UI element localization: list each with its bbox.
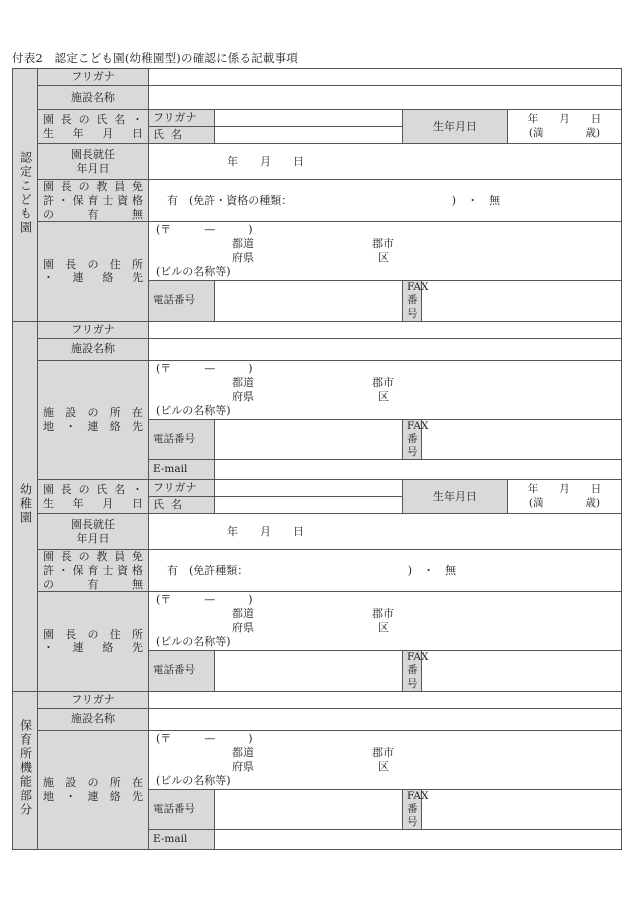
facility-tel-field-3[interactable] (215, 789, 403, 829)
director-shimei-label: 氏名 (149, 127, 215, 144)
section-youchien: 幼稚園 (13, 321, 38, 691)
facility-name-label: 施設名称 (38, 86, 149, 110)
license-value[interactable]: 有 (免許・資格の種類： ) ・ 無 (149, 180, 622, 222)
facility-email-label: E-mail (149, 460, 215, 480)
facility-address-field[interactable]: (〒 — ) 都道 郡市 府県 区 (ビルの名称等) (149, 360, 622, 419)
facility-tel-label-3: 電話番号 (149, 789, 215, 829)
facility-email-field-3[interactable] (215, 830, 622, 850)
birthdate-value-2[interactable]: 年 月 日 (満 歳) (508, 480, 622, 514)
facility-address-label-3: 施設の所在 地・連絡先 (38, 730, 149, 849)
facility-tel-label: 電話番号 (149, 419, 215, 459)
furigana-field[interactable] (149, 69, 622, 86)
director-furigana-field[interactable] (215, 110, 403, 127)
facility-name-field-3[interactable] (149, 708, 622, 730)
license-value-2[interactable]: 有 (免許種類： ) ・ 無 (149, 550, 622, 592)
facility-email-label-3: E-mail (149, 830, 215, 850)
facility-fax-field[interactable] (422, 419, 622, 459)
license-label: 園長の教員免 許・保育士資格 の 有 無 (38, 180, 149, 222)
director-tel-label: 電話番号 (149, 281, 215, 321)
facility-tel-field[interactable] (215, 419, 403, 459)
director-shimei-field[interactable] (215, 127, 403, 144)
director-tel-field-2[interactable] (215, 651, 403, 691)
facility-fax-field-3[interactable] (422, 789, 622, 829)
director-tel-field[interactable] (215, 281, 403, 321)
appointment-date-label-2: 園長就任 年月日 (38, 514, 149, 550)
director-furigana-field-2[interactable] (215, 480, 403, 497)
director-address-label-2: 園長の住所 ・連絡先 (38, 592, 149, 691)
director-fax-field[interactable] (422, 281, 622, 321)
furigana-field-3[interactable] (149, 691, 622, 708)
director-fax-field-2[interactable] (422, 651, 622, 691)
director-address-field[interactable]: (〒 — ) 都道 郡市 府県 区 (ビルの名称等) (149, 222, 622, 281)
facility-name-label-3: 施設名称 (38, 708, 149, 730)
director-fax-label-2: FAX番号 (403, 651, 422, 691)
facility-email-field[interactable] (215, 460, 622, 480)
facility-address-field-3[interactable]: (〒 — ) 都道 郡市 府県 区 (ビルの名称等) (149, 730, 622, 789)
director-shimei-label-2: 氏名 (149, 497, 215, 514)
director-fax-label: FAX番号 (403, 281, 422, 321)
appointment-date-value-2[interactable]: 年 月 日 (149, 514, 622, 550)
facility-name-field[interactable] (149, 86, 622, 110)
license-label-2: 園長の教員免 許・保育士資格 の 有 無 (38, 550, 149, 592)
facility-fax-label-3: FAX番号 (403, 789, 422, 829)
director-address-label: 園長の住所 ・連絡先 (38, 222, 149, 321)
director-furigana-label-2: フリガナ (149, 480, 215, 497)
director-address-field-2[interactable]: (〒 — ) 都道 郡市 府県 区 (ビルの名称等) (149, 592, 622, 651)
facility-name-field-2[interactable] (149, 338, 622, 360)
appointment-date-label: 園長就任 年月日 (38, 144, 149, 180)
furigana-label: フリガナ (38, 69, 149, 86)
facility-address-label: 施設の所在 地・連絡先 (38, 360, 149, 479)
furigana-label-3: フリガナ (38, 691, 149, 708)
facility-name-label-2: 施設名称 (38, 338, 149, 360)
director-shimei-field-2[interactable] (215, 497, 403, 514)
facility-fax-label: FAX番号 (403, 419, 422, 459)
section-hoikusho-kinou: 保育所機能部分 (13, 691, 38, 849)
furigana-label-2: フリガナ (38, 321, 149, 338)
appointment-date-value[interactable]: 年 月 日 (149, 144, 622, 180)
birthdate-label: 生年月日 (403, 110, 508, 144)
birthdate-label-2: 生年月日 (403, 480, 508, 514)
section-nintei-kodomoen: 認定こども園 (13, 69, 38, 322)
application-form-table (12, 68, 622, 850)
director-name-label: 園長の氏名・ 生年月日 (38, 110, 149, 144)
birthdate-value[interactable]: 年 月 日 (満 歳) (508, 110, 622, 144)
furigana-field-2[interactable] (149, 321, 622, 338)
page-title: 付表2 認定こども園(幼稚園型)の確認に係る記載事項 (12, 51, 298, 65)
director-tel-label-2: 電話番号 (149, 651, 215, 691)
director-name-label-2: 園長の氏名・ 生年月日 (38, 480, 149, 514)
director-furigana-label: フリガナ (149, 110, 215, 127)
